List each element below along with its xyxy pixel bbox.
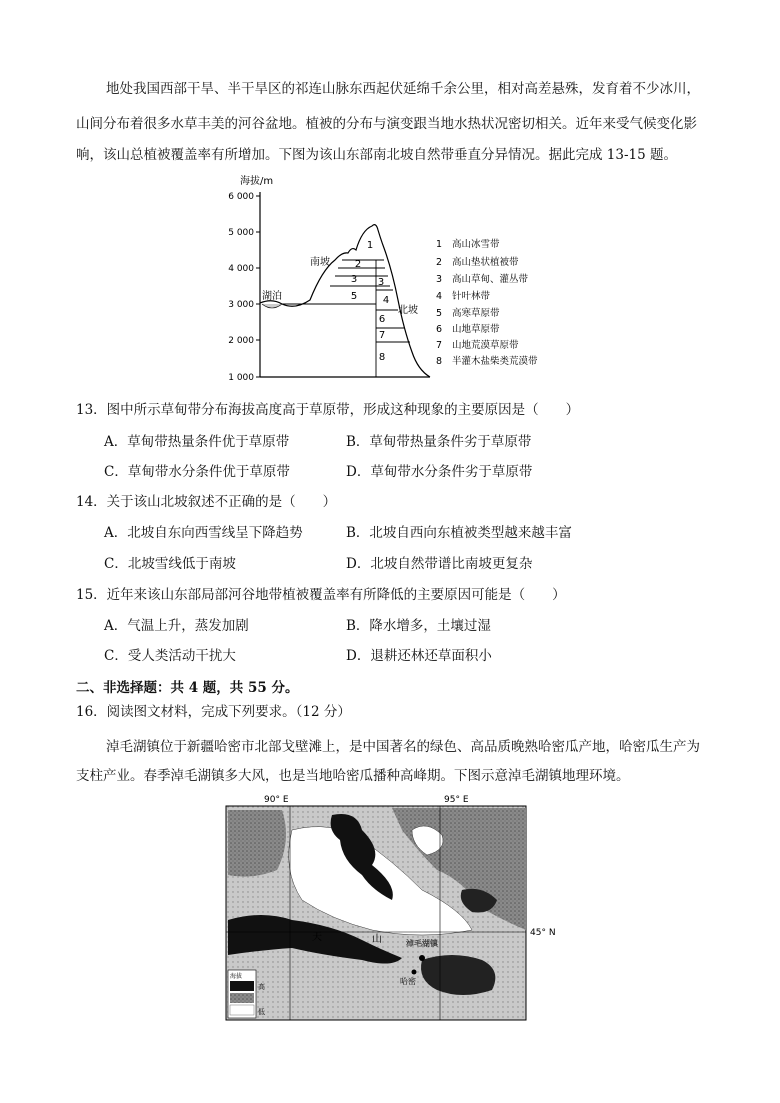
zone-4: 4 <box>382 295 390 306</box>
tick-1000: 1 000 <box>228 373 254 383</box>
legend-text-3: 高山草甸、灌丛带 <box>452 274 529 285</box>
map-legend-high: 高 <box>258 983 265 991</box>
q15-option-c[interactable]: C．受人类活动干扰大 <box>104 648 236 664</box>
q16-paragraph-1: 淖毛湖镇位于新疆哈密市北部戈壁滩上，是中国著名的绿色、高品质晚熟哈密瓜产地，哈密瓜生产为 <box>106 739 700 755</box>
naomaohu-point <box>419 955 425 961</box>
q14-option-b[interactable]: B．北坡自西向东植被类型越来越丰富 <box>346 525 572 541</box>
legend-text-2: 高山垫状植被带 <box>452 257 519 268</box>
q14-option-a[interactable]: A．北坡自东向西雪线呈下降趋势 <box>104 525 303 541</box>
section-2-heading: 二、非选择题：共 4 题，共 55 分。 <box>76 680 299 696</box>
lon-95-label: 95° E <box>444 795 469 805</box>
tick-3000: 3 000 <box>228 300 254 310</box>
zone-8: 8 <box>378 352 386 363</box>
q15-option-d[interactable]: D．退耕还林还草面积小 <box>346 648 492 664</box>
q13-option-c[interactable]: C．草甸带水分条件优于草原带 <box>104 464 290 480</box>
hami-point <box>412 970 417 975</box>
q14-option-c[interactable]: C．北坡雪线低于南坡 <box>104 556 236 572</box>
q13-stem: 13．图中所示草甸带分布海拔高度高于草原带，形成这种现象的主要原因是（ ） <box>76 402 580 418</box>
intro-line-2: 山间分布着很多水草丰美的河谷盆地。植被的分布与演变跟当地水热状况密切相关。近年来受气候变化影 <box>76 116 697 132</box>
intro-line-1: 地处我国西部干旱、半干旱区的祁连山脉东西起伏延绵千余公里，相对高差悬殊，发育着不少冰川， <box>106 81 700 97</box>
naomaohu-map <box>222 790 567 1025</box>
map-legend-title: 海拔 <box>230 973 243 980</box>
lon-90-label: 90° E <box>264 795 289 805</box>
mountain-profile <box>260 225 430 377</box>
lake-shape <box>262 304 282 308</box>
intro-line-3: 响，该山总植被覆盖率有所增加。下图为该山东部南北坡自然带垂直分异情况。据此完成 13-15 题。 <box>76 147 677 163</box>
q16-stem: 16．阅读图文材料，完成下列要求。（12 分） <box>76 704 351 720</box>
tick-6000: 6 000 <box>228 192 254 202</box>
zone-5: 5 <box>350 291 358 302</box>
map-legend-low: 低 <box>258 1008 265 1016</box>
lat-45-label: 45° N <box>530 928 556 938</box>
zone-3b: 3 <box>377 277 385 288</box>
legend-num-8: 8 <box>436 356 443 367</box>
legend-text-7: 山地荒漠草原带 <box>452 340 519 351</box>
q13-option-b[interactable]: B．草甸带热量条件劣于草原带 <box>346 434 532 450</box>
tian-label: 天 <box>312 932 322 943</box>
legend-num-2: 2 <box>436 257 443 268</box>
tick-2000: 2 000 <box>228 336 254 346</box>
zone-7: 7 <box>378 330 386 341</box>
q16-paragraph-2: 支柱产业。春季淖毛湖镇多大风，也是当地哈密瓜播种高峰期。下图示意淖毛湖镇地理环境。 <box>76 768 630 784</box>
q15-option-b[interactable]: B．降水增多，土壤过湿 <box>346 618 491 634</box>
legend-num-5: 5 <box>436 308 443 319</box>
north-slope-label: 北坡 <box>398 305 418 316</box>
zone-3: 3 <box>350 274 358 285</box>
zone-2: 2 <box>354 259 362 270</box>
shan-label: 山 <box>372 934 382 945</box>
y-axis-title: 海拔/m <box>240 176 274 187</box>
q15-stem: 15．近年来该山东部局部河谷地带植被覆盖率有所降低的主要原因可能是（ ） <box>76 587 566 603</box>
zone-1: 1 <box>366 240 374 251</box>
legend-num-7: 7 <box>436 340 443 351</box>
hami-label: 哈密 <box>400 977 416 986</box>
zone-6: 6 <box>378 314 386 325</box>
q13-option-a[interactable]: A．草甸带热量条件优于草原带 <box>104 434 290 450</box>
tick-5000: 5 000 <box>228 228 254 238</box>
legend-text-4: 针叶林带 <box>452 291 491 302</box>
legend-num-1: 1 <box>436 239 443 250</box>
q13-option-d[interactable]: D．草甸带水分条件劣于草原带 <box>346 464 533 480</box>
q14-option-d[interactable]: D．北坡自然带谱比南坡更复杂 <box>346 556 533 572</box>
legend-text-5: 高寒草原带 <box>452 308 500 319</box>
legend-num-4: 4 <box>436 291 443 302</box>
q14-stem: 14．关于该山北坡叙述不正确的是（ ） <box>76 494 337 510</box>
lake-label: 湖泊 <box>262 291 282 302</box>
legend-text-1: 高山冰雪带 <box>452 239 500 250</box>
q15-option-a[interactable]: A．气温上升，蒸发加剧 <box>104 618 249 634</box>
legend-num-3: 3 <box>436 274 443 285</box>
south-slope-label: 南坡 <box>310 257 330 268</box>
naomaohu-label: 淖毛湖镇 <box>406 939 438 948</box>
legend-text-8: 半灌木盐柴类荒漠带 <box>452 356 538 367</box>
vertical-zonation-figure <box>220 170 570 385</box>
legend-text-6: 山地草原带 <box>452 324 500 335</box>
tick-4000: 4 000 <box>228 264 254 274</box>
legend-num-6: 6 <box>436 324 443 335</box>
